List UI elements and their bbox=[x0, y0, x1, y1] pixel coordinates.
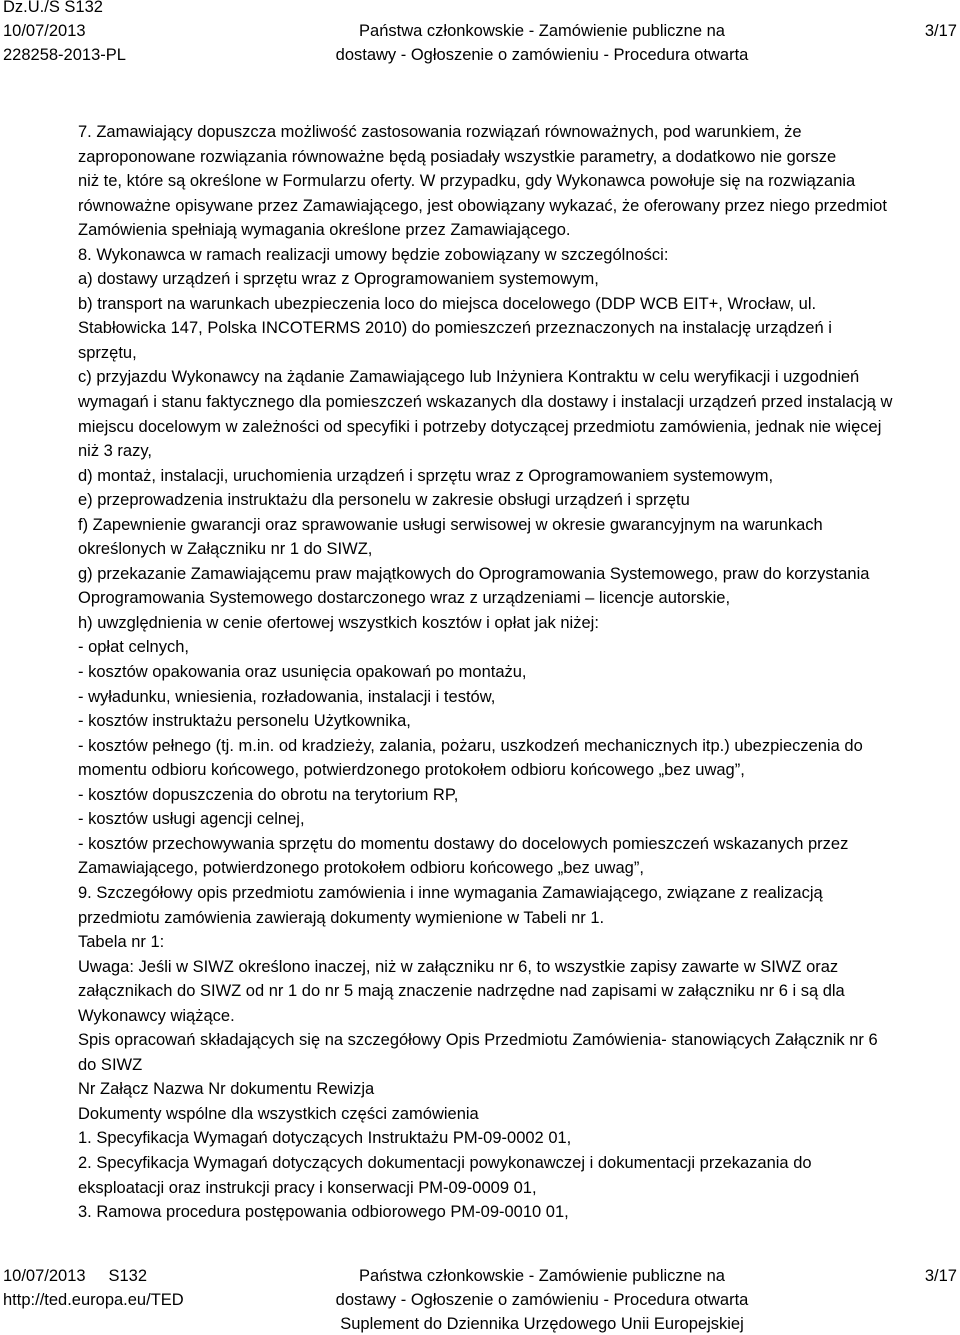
document-body bbox=[78, 120, 958, 1225]
body-text-line: miejscu docelowym w zależności od specyfiki i potrzeby dotyczącej przedmiotu zamówienia, jednak nie więcej bbox=[78, 417, 882, 436]
body-text-line: - opłat celnych, bbox=[78, 638, 189, 657]
body-text-line: a) dostawy urządzeń i sprzętu wraz z Oprogramowaniem systemowym, bbox=[78, 270, 599, 289]
body-text-line: eksploatacji oraz instrukcji pracy i konserwacji PM-09-0009 01, bbox=[78, 1178, 537, 1197]
body-text-line: do SIWZ bbox=[78, 1055, 143, 1074]
header-date: 10/07/2013 bbox=[3, 22, 86, 40]
page-footer bbox=[0, 1264, 960, 1334]
footer-url: http://ted.europa.eu/TED bbox=[3, 1291, 184, 1309]
body-text-line: Wykonawcy wiążące. bbox=[78, 1006, 235, 1025]
body-text-line: g) przekazanie Zamawiającemu praw majątkowych do Oprogramowania Systemowego, praw do korzystania bbox=[78, 564, 870, 583]
body-text-line: niż te, które są określone w Formularzu oferty. W przypadku, gdy Wykonawca powołuje się na rozwiązania bbox=[78, 172, 856, 191]
header-journal-ref: Dz.U./S S132 bbox=[3, 0, 103, 16]
body-text-line: 8. Wykonawca w ramach realizacji umowy będzie zobowiązany w szczególności: bbox=[78, 245, 669, 264]
body-text-line: Uwaga: Jeśli w SIWZ określono inaczej, niż w załączniku nr 6, to wszystkie zapisy zawarte w SIWZ oraz bbox=[78, 957, 839, 976]
footer-page-number: 3/17 bbox=[924, 1267, 957, 1285]
body-text-line: Nr Załącz Nazwa Nr dokumentu Rewizja bbox=[78, 1080, 375, 1099]
body-text-line: - wyładunku, wniesienia, rozładowania, instalacji i testów, bbox=[78, 687, 496, 706]
body-text-line: momentu odbioru końcowego, potwierdzonego protokołem odbioru końcowego „bez uwag”, bbox=[78, 761, 745, 780]
header-notice-id: 228258-2013-PL bbox=[3, 46, 126, 64]
body-text-line: Zamówienia spełniają wymagania określone przez Zamawiającego. bbox=[78, 221, 571, 240]
footer-title-line-1: Państwa członkowskie - Zamówienie publiczne na bbox=[359, 1267, 725, 1285]
body-text-line: c) przyjazdu Wykonawcy na żądanie Zamawiającego lub Inżyniera Kontraktu w celu weryfikacji i uzgodnień bbox=[78, 368, 860, 387]
page-header bbox=[0, 0, 960, 70]
body-text-line: d) montaż, instalacji, uruchomienia urządzeń i sprzętu wraz z Oprogramowaniem systemowym, bbox=[78, 466, 774, 485]
body-text-line: 3. Ramowa procedura postępowania odbiorowego PM-09-0010 01, bbox=[78, 1203, 569, 1222]
body-text-line: f) Zapewnienie gwarancji oraz sprawowanie usługi serwisowej w okresie gwarancyjnym na warunkach bbox=[78, 515, 823, 534]
body-text-line: - kosztów usługi agencji celnej, bbox=[78, 810, 305, 829]
body-text-line: - kosztów opakowania oraz usunięcia opakowań po montażu, bbox=[78, 663, 527, 682]
body-text-line: 7. Zamawiający dopuszcza możliwość zastosowania rozwiązań równoważnych, pod warunkiem, że bbox=[78, 123, 802, 141]
body-text-line: równoważne opisywane przez Zamawiającego, jest obowiązany wykazać, że oferowany przez niego przedmiot bbox=[78, 196, 887, 215]
body-text-line: Spis opracowań składających się na szczegółowy Opis Przedmiotu Zamówienia- stanowiących Załącznik nr 6 bbox=[78, 1031, 878, 1050]
body-text-line: przedmiotu zamówienia zawierają dokumenty wymienione w Tabeli nr 1. bbox=[78, 908, 605, 927]
body-text-line: niż 3 razy, bbox=[78, 442, 152, 461]
header-page-number: 3/17 bbox=[924, 22, 957, 40]
body-text-line: 9. Szczegółowy opis przedmiotu zamówienia i inne wymagania Zamawiającego, związane z realizacją bbox=[78, 883, 823, 902]
footer-date-series: 10/07/2013 S132 bbox=[3, 1267, 148, 1285]
footer-supplement: Suplement do Dziennika Urzędowego Unii Europejskiej bbox=[340, 1315, 744, 1333]
footer-title-line-2: dostawy - Ogłoszenie o zamówieniu - Procedura otwarta bbox=[335, 1291, 749, 1309]
body-text-line: 1. Specyfikacja Wymagań dotyczących Instruktażu PM-09-0002 01, bbox=[78, 1129, 572, 1148]
body-text-line: zaproponowane rozwiązania równoważne będą posiadały wszystkie parametry, a dodatkowo nie gorsze bbox=[78, 147, 837, 166]
body-text-line: wymagań i stanu faktycznego dla pomieszczeń wskazanych dla dostawy i instalacji urządzeń przed instalacją w bbox=[78, 393, 893, 412]
header-title-line-2: dostawy - Ogłoszenie o zamówieniu - Procedura otwarta bbox=[335, 46, 749, 64]
body-text-line: Oprogramowania Systemowego dostarczonego wraz z urządzeniami – licencje autorskie, bbox=[78, 589, 731, 608]
body-text-line: Zamawiającego, potwierdzonego protokołem odbioru końcowego „bez uwag”, bbox=[78, 859, 644, 878]
body-text-line: Dokumenty wspólne dla wszystkich części zamówienia bbox=[78, 1104, 479, 1123]
body-text-line: Stabłowicka 147, Polska INCOTERMS 2010) do pomieszczeń przeznaczonych na instalację urządzeń i bbox=[78, 319, 832, 338]
header-title-line-1: Państwa członkowskie - Zamówienie publiczne na bbox=[359, 22, 725, 40]
body-text-line: e) przeprowadzenia instruktażu dla personelu w zakresie obsługi urządzeń i sprzętu bbox=[78, 491, 690, 510]
body-text-line: 2. Specyfikacja Wymagań dotyczących dokumentacji powykonawczej i dokumentacji przekazania do bbox=[78, 1153, 812, 1172]
body-text-line: h) uwzględnienia w cenie ofertowej wszystkich kosztów i opłat jak niżej: bbox=[78, 613, 599, 632]
body-text-line: - kosztów pełnego (tj. m.in. od kradzieży, zalania, pożaru, uszkodzeń mechanicznych itp.) ubezpieczenia do bbox=[78, 736, 863, 755]
body-text-line: sprzętu, bbox=[78, 343, 137, 362]
body-text-line: b) transport na warunkach ubezpieczenia loco do miejsca docelowego (DDP WCB EIT+, Wrocław, ul. bbox=[78, 294, 817, 313]
body-text-line: - kosztów dopuszczenia do obrotu na terytorium RP, bbox=[78, 785, 459, 804]
body-text-line: Tabela nr 1: bbox=[78, 933, 165, 952]
body-text-line: - kosztów instruktażu personelu Użytkownika, bbox=[78, 712, 411, 731]
body-text-line: załącznikach do SIWZ od nr 1 do nr 5 mają znaczenie nadrzędne nad zapisami w załączniku nr 6 i są dla bbox=[78, 982, 845, 1001]
body-text-line: określonych w Załączniku nr 1 do SIWZ, bbox=[78, 540, 373, 559]
body-text-line: - kosztów przechowywania sprzętu do momentu dostawy do docelowych pomieszczeń wskazanych przez bbox=[78, 834, 849, 853]
